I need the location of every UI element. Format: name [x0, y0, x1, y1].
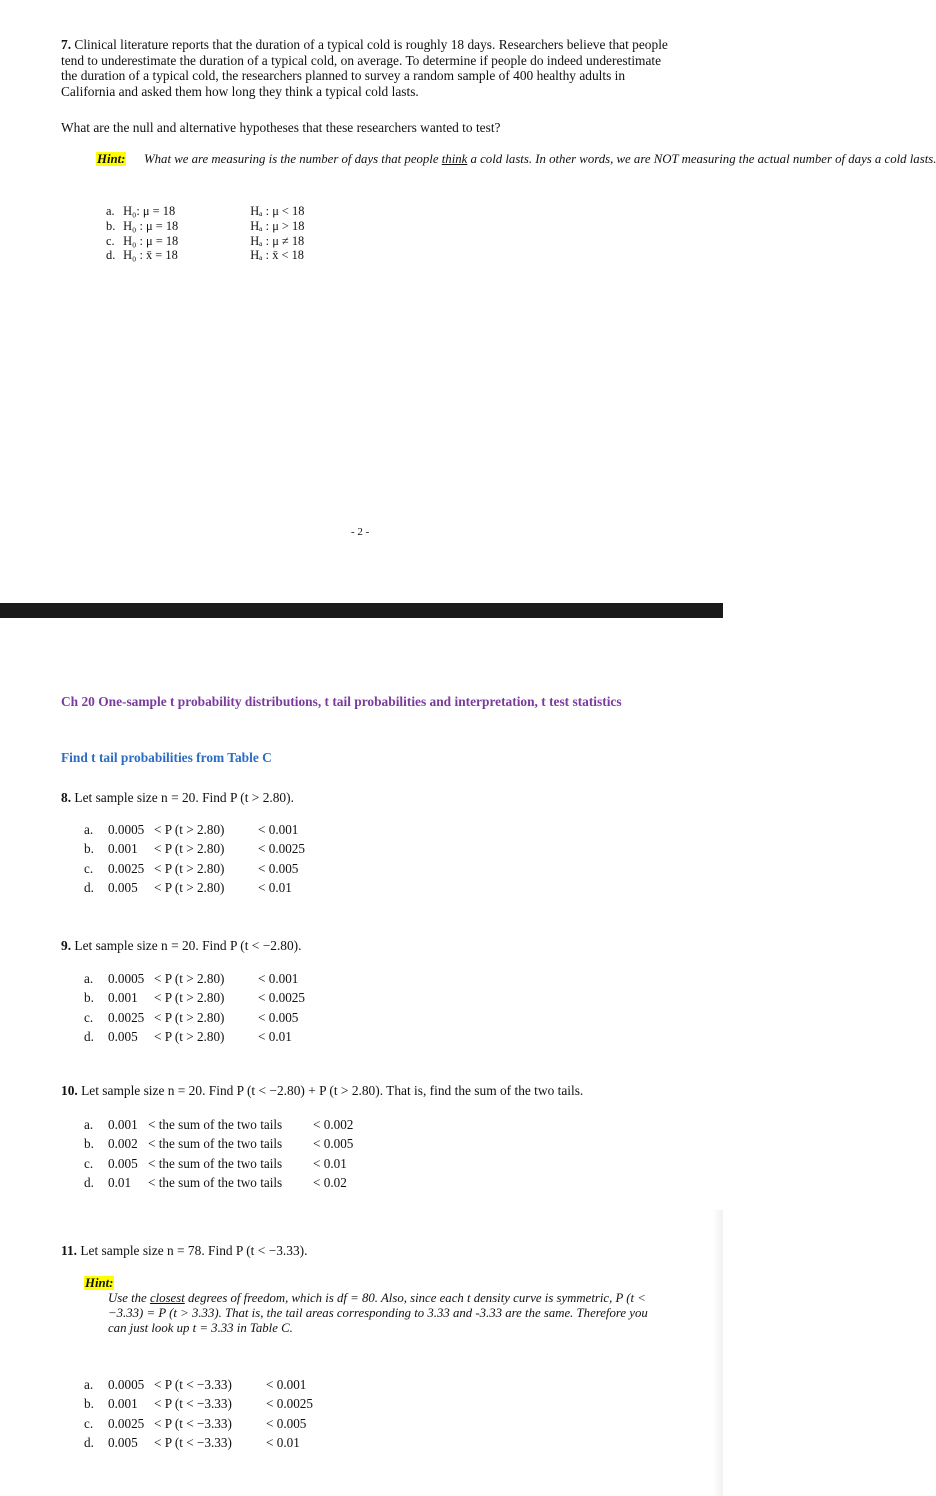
option-upper-bound: < 0.001 [266, 1377, 307, 1392]
option-lower-bound: 0.001 [108, 1396, 138, 1412]
option-letter: a. [84, 1117, 94, 1132]
question-number: 7. [61, 37, 72, 52]
page-divider [0, 603, 723, 618]
option-a[interactable] [84, 1115, 353, 1134]
option-lower-bound: 0.005 [108, 880, 138, 896]
option-a[interactable] [84, 969, 305, 988]
question-number: 9. [61, 938, 72, 953]
page-3 [0, 618, 723, 1496]
option-letter: c. [84, 860, 94, 876]
option-letter: b. [84, 1396, 94, 1412]
option-lower-bound: 0.0005 [108, 971, 145, 986]
question-number: 11. [61, 1243, 77, 1258]
option-lower-bound: 0.005 [108, 1155, 138, 1171]
option-lower-bound: 0.001 [108, 990, 138, 1006]
question-11-hint [84, 1276, 654, 1336]
option-b[interactable] [84, 839, 305, 858]
option-letter: b. [84, 990, 94, 1006]
option-lower-bound: 0.002 [108, 1136, 138, 1152]
option-upper-bound: < 0.005 [258, 860, 299, 876]
option-upper-bound: < 0.01 [266, 1435, 300, 1451]
option-expression: < P (t > 2.80) [154, 971, 225, 986]
option-expression: < P (t > 2.80) [154, 1009, 225, 1025]
option-lower-bound: 0.001 [108, 841, 138, 857]
page-number: - 2 - [351, 526, 370, 538]
option-lower-bound: 0.005 [108, 1029, 138, 1045]
option-letter: d. [106, 248, 116, 263]
option-upper-bound: < 0.005 [266, 1415, 307, 1431]
option-d[interactable] [84, 1433, 313, 1452]
option-expression: < P (t > 2.80) [154, 841, 225, 857]
hint-text-post: degrees of freedom, which is df = 80. Also, since each t density curve is symmetric, P (t < −3.33) = P (t > 3.33). That is, the tail areas corresponding to 3.33 and -3.33 are the same. Therefore you can just look up t = 3.33 in Table C. [108, 1291, 648, 1335]
option-expression: < P (t > 2.80) [154, 880, 225, 896]
option-expression: < the sum of the two tails [148, 1155, 283, 1171]
option-a[interactable] [106, 204, 304, 219]
option-expression: < P (t > 2.80) [154, 860, 225, 876]
option-letter: c. [106, 233, 115, 248]
hint-emphasis: think [441, 152, 468, 166]
option-upper-bound: < 0.0025 [258, 990, 305, 1006]
option-null-hypothesis: H₀: μ = 18 [123, 204, 176, 218]
option-lower-bound: 0.0025 [108, 1009, 145, 1025]
option-upper-bound: < 0.0025 [266, 1396, 313, 1412]
option-letter: b. [84, 1136, 94, 1152]
option-lower-bound: 0.0025 [108, 860, 145, 876]
question-text: Let sample size n = 20. Find P (t > 2.80). [74, 790, 294, 805]
hint-text-pre: Use the [108, 1291, 147, 1305]
option-alt-hypothesis: Hₐ : μ ≠ 18 [250, 233, 305, 248]
option-letter: a. [106, 204, 115, 218]
question-number: 10. [61, 1083, 78, 1098]
page-2 [0, 0, 936, 603]
option-expression: < P (t < −3.33) [154, 1435, 232, 1451]
hint-label: Hint: [85, 1276, 114, 1290]
question-11-stem [61, 1243, 307, 1259]
page-edge-shadow [713, 1210, 723, 1496]
option-letter: d. [84, 1029, 94, 1045]
option-upper-bound: < 0.002 [313, 1117, 354, 1132]
hint-label: Hint: [97, 152, 126, 166]
option-lower-bound: 0.01 [108, 1175, 132, 1191]
option-expression: < P (t > 2.80) [154, 1029, 225, 1045]
question-10-stem [61, 1083, 583, 1099]
option-letter: a. [84, 971, 94, 986]
option-upper-bound: < 0.001 [258, 822, 299, 837]
option-upper-bound: < 0.005 [313, 1136, 354, 1152]
option-letter: a. [84, 822, 94, 837]
question-11-options [84, 1375, 313, 1453]
option-a[interactable] [84, 1375, 313, 1394]
option-null-hypothesis: H₀ : μ = 18 [123, 218, 179, 233]
option-expression: < P (t > 2.80) [154, 822, 225, 837]
option-c[interactable] [84, 859, 305, 878]
option-expression: < the sum of the two tails [148, 1136, 283, 1152]
option-d[interactable] [84, 878, 305, 897]
option-letter: c. [84, 1415, 94, 1431]
option-lower-bound: 0.001 [108, 1117, 138, 1132]
option-upper-bound: < 0.005 [258, 1009, 299, 1025]
option-c[interactable] [106, 234, 304, 249]
option-null-hypothesis: H₀ : x̄ = 18 [123, 248, 178, 263]
subsection-title: Find t tail probabilities from Table C [61, 750, 272, 765]
section-title: Ch 20 One-sample t probability distributions, t tail probabilities and interpretation, t test statistics [61, 694, 622, 709]
question-7-prompt: What are the null and alternative hypotheses that these researchers wanted to test? [61, 120, 501, 135]
question-7-hint [96, 152, 936, 167]
option-d[interactable] [84, 1173, 353, 1192]
option-d[interactable] [84, 1027, 305, 1046]
option-letter: b. [84, 841, 94, 857]
question-9-options [84, 969, 305, 1047]
question-text: Let sample size n = 78. Find P (t < −3.33). [80, 1243, 308, 1258]
option-letter: c. [84, 1155, 94, 1171]
option-b[interactable] [84, 988, 305, 1007]
option-c[interactable] [84, 1414, 313, 1433]
option-letter: d. [84, 1435, 94, 1451]
question-7-options [106, 204, 304, 263]
option-upper-bound: < 0.01 [258, 1029, 292, 1045]
option-lower-bound: 0.0005 [108, 822, 145, 837]
option-upper-bound: < 0.01 [258, 880, 292, 896]
option-expression: < P (t > 2.80) [154, 990, 225, 1006]
option-d[interactable] [106, 248, 304, 263]
option-b[interactable] [84, 1394, 313, 1413]
question-text: Let sample size n = 20. Find P (t < −2.80) + P (t > 2.80). That is, find the sum of the two tails. [81, 1083, 584, 1098]
option-alt-hypothesis: Hₐ : μ < 18 [250, 204, 305, 218]
question-10-options [84, 1115, 353, 1193]
option-letter: d. [84, 1175, 94, 1191]
option-letter: d. [84, 880, 94, 896]
option-letter: a. [84, 1377, 94, 1392]
hint-emphasis: closest [149, 1291, 185, 1305]
option-expression: < P (t < −3.33) [154, 1415, 232, 1431]
hint-text-post: a cold lasts. In other words, we are NOT measuring the actual number of days a cold lasts. [470, 152, 936, 166]
option-letter: b. [106, 218, 116, 233]
option-upper-bound: < 0.02 [313, 1175, 347, 1191]
question-8-stem [61, 790, 294, 806]
option-alt-hypothesis: Hₐ : x̄ < 18 [250, 248, 304, 263]
option-b[interactable] [106, 219, 304, 234]
question-9-stem [61, 938, 302, 954]
option-lower-bound: 0.005 [108, 1435, 138, 1451]
question-text: Let sample size n = 20. Find P (t < −2.80). [74, 938, 302, 953]
question-number: 8. [61, 790, 72, 805]
option-b[interactable] [84, 1134, 353, 1153]
option-lower-bound: 0.0025 [108, 1415, 145, 1431]
question-7-stem [61, 37, 675, 99]
option-upper-bound: < 0.01 [313, 1155, 347, 1171]
option-lower-bound: 0.0005 [108, 1377, 145, 1392]
option-expression: < P (t < −3.33) [154, 1396, 232, 1412]
question-8-options [84, 820, 305, 898]
option-alt-hypothesis: Hₐ : μ > 18 [250, 218, 305, 233]
option-null-hypothesis: H₀ : μ = 18 [123, 233, 179, 248]
option-letter: c. [84, 1009, 94, 1025]
option-expression: < P (t < −3.33) [154, 1377, 232, 1392]
option-a[interactable] [84, 820, 305, 839]
option-expression: < the sum of the two tails [148, 1175, 283, 1191]
option-upper-bound: < 0.0025 [258, 841, 305, 857]
option-upper-bound: < 0.001 [258, 971, 299, 986]
option-c[interactable] [84, 1008, 305, 1027]
hint-text-pre: What we are measuring is the number of days that people [144, 152, 439, 166]
option-expression: < the sum of the two tails [148, 1117, 283, 1132]
option-c[interactable] [84, 1154, 353, 1173]
question-text: Clinical literature reports that the duration of a typical cold is roughly 18 days. Researchers believe that people tend to underestimate the duration of a typical cold, on average. To determine if people do indeed underestimate the duration of a typical cold, the researchers planned to survey a random sample of 400 healthy adults in California and asked them how long they think a typical cold lasts. [61, 37, 668, 99]
